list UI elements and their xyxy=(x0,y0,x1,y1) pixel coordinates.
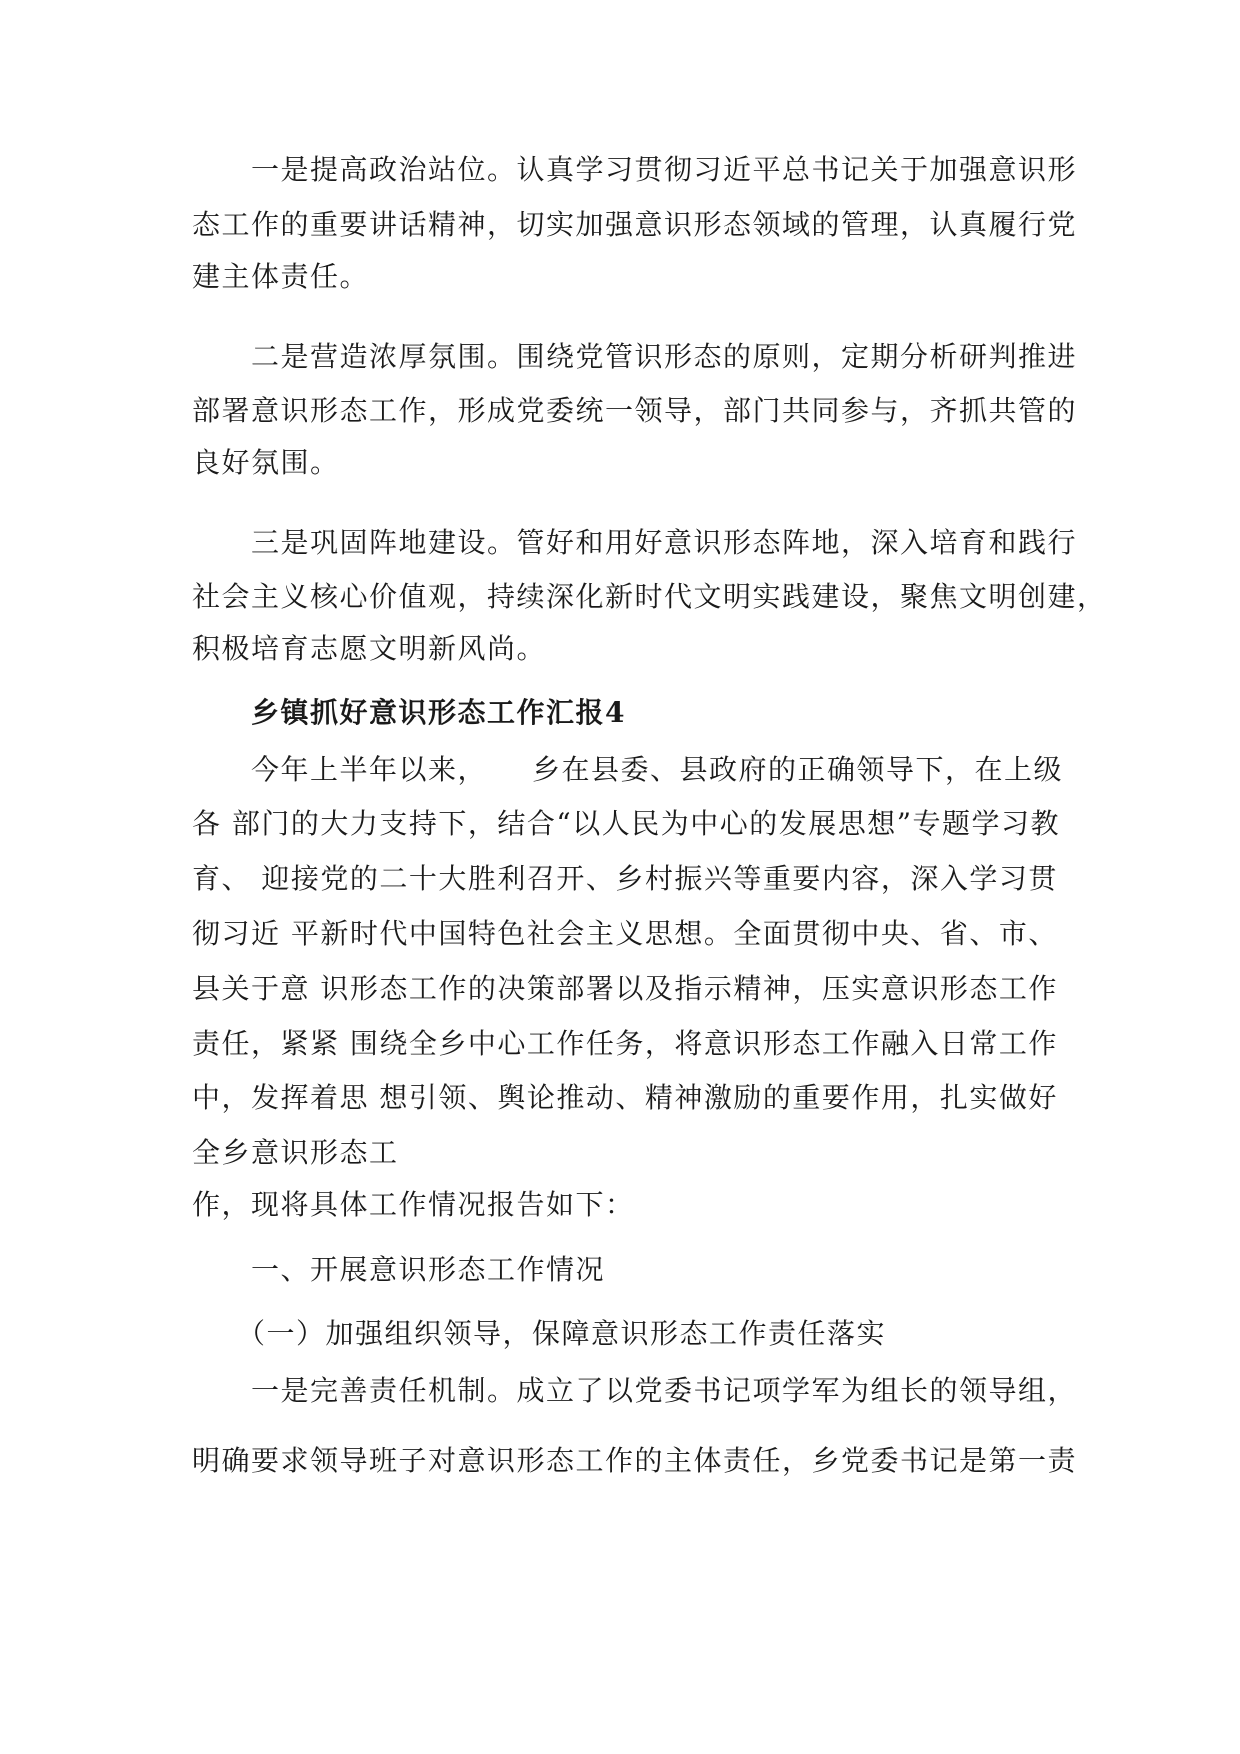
paragraph-4-line-4: 彻习近 平新时代中国特色社会主义思想。全面贯彻中央、省、市、 xyxy=(192,917,1058,950)
paragraph-4-line-2: 各 部门的大力支持下，结合“以人民为中心的发展思想”专题学习教 xyxy=(192,807,1061,840)
paragraph-3-line-3: 积极培育志愿文明新风尚。 xyxy=(192,632,547,665)
paragraph-4-line-6: 责任，紧紧 围绕全乡中心工作任务，将意识形态工作融入日常工作 xyxy=(192,1027,1058,1060)
paragraph-1-line-3: 建主体责任。 xyxy=(192,260,370,293)
paragraph-1-line-1: 一是提高政治站位。认真学习贯彻习近平总书记关于加强意识形 xyxy=(192,153,1078,186)
paragraph-1-line-2: 态工作的重要讲话精神，切实加强意识形态领域的管理，认真履行党 xyxy=(192,208,1078,241)
paragraph-3-line-1: 三是巩固阵地建设。管好和用好意识形态阵地，深入培育和践行 xyxy=(192,526,1078,559)
paragraph-2-line-1: 二是营造浓厚氛围。围绕党管识形态的原则，定期分析研判推进 xyxy=(192,340,1078,373)
subsection-heading-1: 一、开展意识形态工作情况 xyxy=(192,1253,606,1286)
paragraph-4-line-7: 中，发挥着思 想引领、舆论推动、精神激励的重要作用，扎实做好 xyxy=(192,1081,1058,1114)
paragraph-5-line-1: 一是完善责任机制。成立了以党委书记项学军为组长的领导组， xyxy=(192,1374,1078,1407)
paragraph-3-line-2: 社会主义核心价值观，持续深化新时代文明实践建设，聚焦文明创建， xyxy=(192,580,1107,613)
paragraph-4-line-9: 作，现将具体工作情况报告如下： xyxy=(192,1188,635,1221)
subsection-heading-2: （一）加强组织领导，保障意识形态工作责任落实 xyxy=(192,1317,887,1350)
paragraph-4-line-8: 全乡意识形态工 xyxy=(192,1136,399,1169)
section-heading: 乡镇抓好意识形态工作汇报4 xyxy=(192,696,626,729)
paragraph-4-line-1: 今年上半年以来， 乡在县委、县政府的正确领导下，在上级 xyxy=(192,753,1064,786)
paragraph-2-line-2: 部署意识形态工作，形成党委统一领导，部门共同参与，齐抓共管的 xyxy=(192,394,1078,427)
paragraph-4-line-5: 县关于意 识形态工作的决策部署以及指示精神，压实意识形态工作 xyxy=(192,972,1058,1005)
paragraph-5-line-2: 明确要求领导班子对意识形态工作的主体责任，乡党委书记是第一责 xyxy=(192,1444,1078,1477)
paragraph-2-line-3: 良好氛围。 xyxy=(192,446,340,479)
paragraph-4-line-3: 育、 迎接党的二十大胜利召开、乡村振兴等重要内容，深入学习贯 xyxy=(192,862,1058,895)
